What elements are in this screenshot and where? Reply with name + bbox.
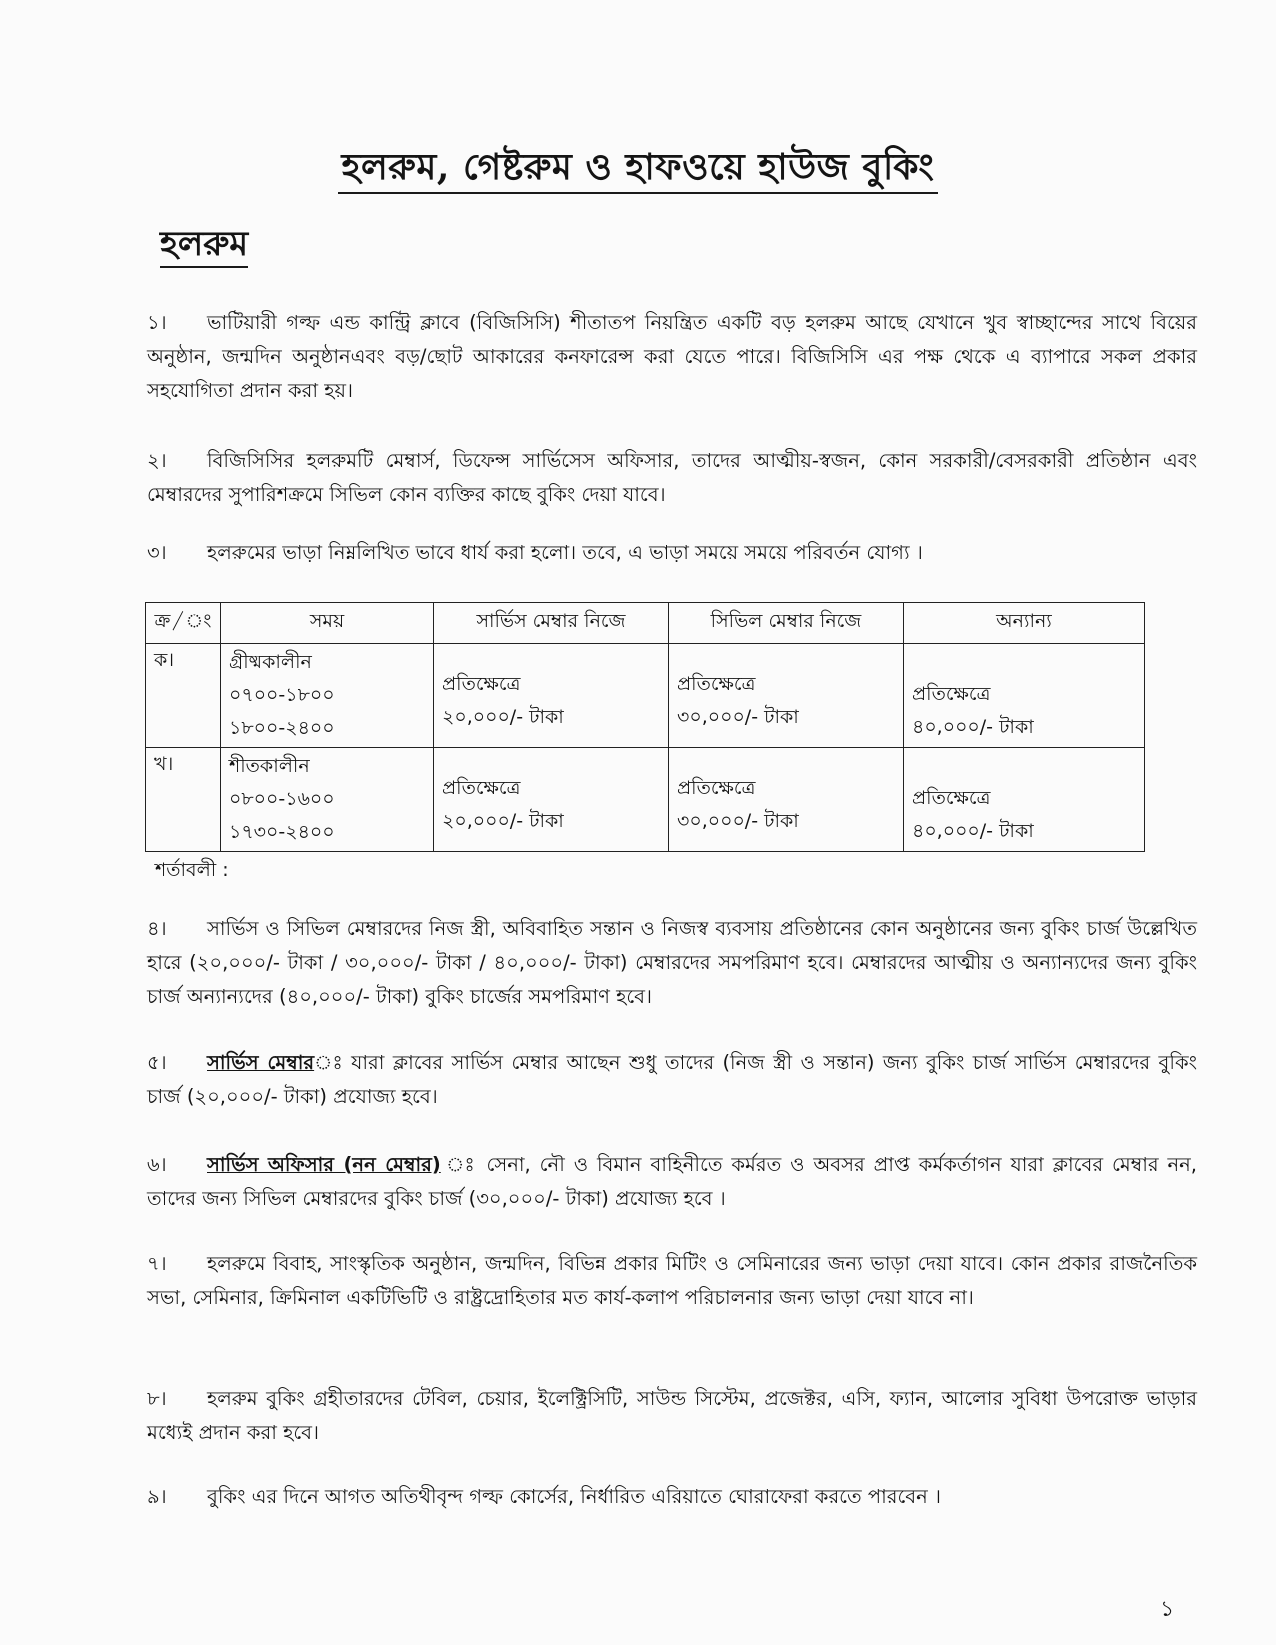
paragraph-number: ২। — [147, 449, 167, 472]
rate-basis: প্রতিক্ষেত্রে — [912, 787, 991, 809]
time-slot: ০৮০০-১৬০০ — [229, 788, 335, 810]
column-header-others: অন্যান্য — [904, 603, 1145, 644]
row-serial: ক। — [146, 644, 221, 748]
paragraph-number: ৩। — [147, 541, 167, 564]
paragraph-3 — [147, 536, 1197, 570]
time-slot: ১৮০০-২৪০০ — [229, 717, 335, 739]
season-label: শীতকালীন — [229, 755, 310, 777]
term-lead: সার্ভিস মেম্বার — [207, 1051, 315, 1074]
paragraph-text: হলরুমের ভাড়া নিম্নলিখিত ভাবে ধার্য করা হলো। তবে, এ ভাড়া সময়ে সময়ে পরিবর্তন যোগ্য । — [207, 541, 923, 564]
paragraph-1 — [147, 306, 1197, 408]
table-header-row — [146, 603, 1145, 644]
term-text: ঃ সেনা, নৌ ও বিমান বাহিনীতে কর্মরত ও অবসর প্রাপ্ত কর্মকর্তাগন যারা ক্লাবের মেম্বার নন, তাদের জন্য সিভিল মেম্বারদের বুকিং চার্জ (৩০,০০০/- টাকা) প্রযোজ্য হবে । — [147, 1153, 1197, 1210]
term-6 — [147, 1148, 1197, 1216]
term-5 — [147, 1046, 1197, 1114]
page-number: ১ — [1160, 1597, 1175, 1622]
rate-basis: প্রতিক্ষেত্রে — [442, 777, 521, 799]
term-number: ৯। — [147, 1485, 167, 1508]
civil-member-rate — [669, 644, 904, 748]
column-header-serial: ক্র/ং — [146, 603, 221, 644]
others-rate — [904, 644, 1145, 748]
time-slot: ১৭৩০-২৪০০ — [229, 821, 335, 843]
rate-amount: ২০,০০০/- টাকা — [442, 706, 564, 728]
term-number: ৬। — [147, 1153, 167, 1176]
rate-amount: ২০,০০০/- টাকা — [442, 810, 564, 832]
term-text: হলরুমে বিবাহ, সাংস্কৃতিক অনুষ্ঠান, জন্মদিন, বিভিন্ন প্রকার মিটিং ও সেমিনারের জন্য ভাড়া দেয়া যাবে। কোন প্রকার রাজনৈতিক সভা, সেমিনার, ক্রিমিনাল একটিভিটি ও রাষ্ট্রদ্রোহিতার মত কার্য-কলাপ পরিচালনার জন্য ভাড়া দেয়া যাবে না। — [147, 1252, 1197, 1309]
terms-heading: শর্তাবলী : — [155, 859, 229, 881]
term-4 — [147, 912, 1197, 1014]
rate-basis: প্রতিক্ষেত্রে — [677, 673, 756, 695]
others-rate — [904, 748, 1145, 852]
rate-amount: ৩০,০০০/- টাকা — [677, 706, 799, 728]
paragraph-text: বিজিসিসির হলরুমটি মেম্বার্স, ডিফেন্স সার্ভিসেস অফিসার, তাদের আত্মীয়-স্বজন, কোন সরকারী/বেসরকারী প্রতিষ্ঠান এবং মেম্বারদের সুপারিশক্রমে সিভিল কোন ব্যক্তির কাছে বুকিং দেয়া যাবে। — [147, 449, 1197, 506]
term-number: ৫। — [147, 1051, 167, 1074]
table-row — [146, 748, 1145, 852]
section-heading: হলরুম — [160, 218, 248, 275]
term-number: ৭। — [147, 1252, 167, 1275]
table-row — [146, 644, 1145, 748]
paragraph-2 — [147, 444, 1197, 512]
paragraph-text: ভাটিয়ারী গল্ফ এন্ড কান্ট্রি ক্লাবে (বিজিসিসি) শীতাতপ নিয়ন্ত্রিত একটি বড় হলরুম আছে যেখানে খুব স্বাচ্ছান্দের সাথে বিয়ের অনুষ্ঠান, জন্মদিন অনুষ্ঠানএবং বড়/ছোট আকারের কনফারেন্স করা যেতে পারে। বিজিসিসি এর পক্ষ থেকে এ ব্যাপারে সকল প্রকার সহযোগিতা প্রদান করা হয়। — [147, 311, 1197, 402]
term-text: বুকিং এর দিনে আগত অতিথীবৃন্দ গল্ফ কোর্সের, নির্ধারিত এরিয়াতে ঘোরাফেরা করতে পারবেন । — [207, 1485, 941, 1508]
term-9 — [147, 1480, 1197, 1514]
term-text: ঃ যারা ক্লাবের সার্ভিস মেম্বার আছেন শুধু তাদের (নিজ স্ত্রী ও সন্তান) জন্য বুকিং চার্জ সার্ভিস মেম্বারদের বুকিং চার্জ (২০,০০০/- টাকা) প্রযোজ্য হবে। — [147, 1051, 1197, 1108]
document-title: হলরুম, গেষ্টরুম ও হাফওয়ে হাউজ বুকিং — [0, 140, 1276, 200]
service-member-rate — [434, 748, 669, 852]
term-number: ৮। — [147, 1387, 167, 1410]
paragraph-number: ১। — [147, 311, 167, 334]
rate-basis: প্রতিক্ষেত্রে — [442, 673, 521, 695]
civil-member-rate — [669, 748, 904, 852]
term-lead: সার্ভিস অফিসার (নন মেম্বার) — [207, 1153, 441, 1176]
service-member-rate — [434, 644, 669, 748]
column-header-time: সময় — [221, 603, 434, 644]
term-7 — [147, 1247, 1197, 1315]
rate-amount: ৪০,০০০/- টাকা — [912, 716, 1034, 738]
rate-basis: প্রতিক্ষেত্রে — [912, 683, 991, 705]
column-header-service-member: সার্ভিস মেম্বার নিজে — [434, 603, 669, 644]
term-number: ৪। — [147, 917, 167, 940]
row-time — [221, 748, 434, 852]
rate-amount: ৪০,০০০/- টাকা — [912, 820, 1034, 842]
row-serial: খ। — [146, 748, 221, 852]
term-text: হলরুম বুকিং গ্রহীতারদের টেবিল, চেয়ার, ইলেক্ট্রিসিটি, সাউন্ড সিস্টেম, প্রজেক্টর, এসি, ফ্যান, আলোর সুবিধা উপরোক্ত ভাড়ার মধ্যেই প্রদান করা হবে। — [147, 1387, 1197, 1444]
season-label: গ্রীষ্মকালীন — [229, 651, 312, 673]
column-header-civil-member: সিভিল মেম্বার নিজে — [669, 603, 904, 644]
time-slot: ০৭০০-১৮০০ — [229, 684, 335, 706]
row-time — [221, 644, 434, 748]
rate-amount: ৩০,০০০/- টাকা — [677, 810, 799, 832]
rate-basis: প্রতিক্ষেত্রে — [677, 777, 756, 799]
term-8 — [147, 1382, 1197, 1450]
term-text: সার্ভিস ও সিভিল মেম্বারদের নিজ স্ত্রী, অবিবাহিত সন্তান ও নিজস্ব ব্যবসায় প্রতিষ্ঠানের কোন অনুষ্ঠানের জন্য বুকিং চার্জ উল্লেখিত হারে (২০,০০০/- টাকা / ৩০,০০০/- টাকা / ৪০,০০০/- টাকা) মেম্বারদের সমপরিমাণ হবে। মেম্বারদের আত্মীয় ও অন্যান্যদের জন্য বুকিং চার্জ অন্যান্যদের (৪০,০০০/- টাকা) বুকিং চার্জের সমপরিমাণ হবে। — [147, 917, 1197, 1008]
rates-table — [145, 602, 1145, 852]
